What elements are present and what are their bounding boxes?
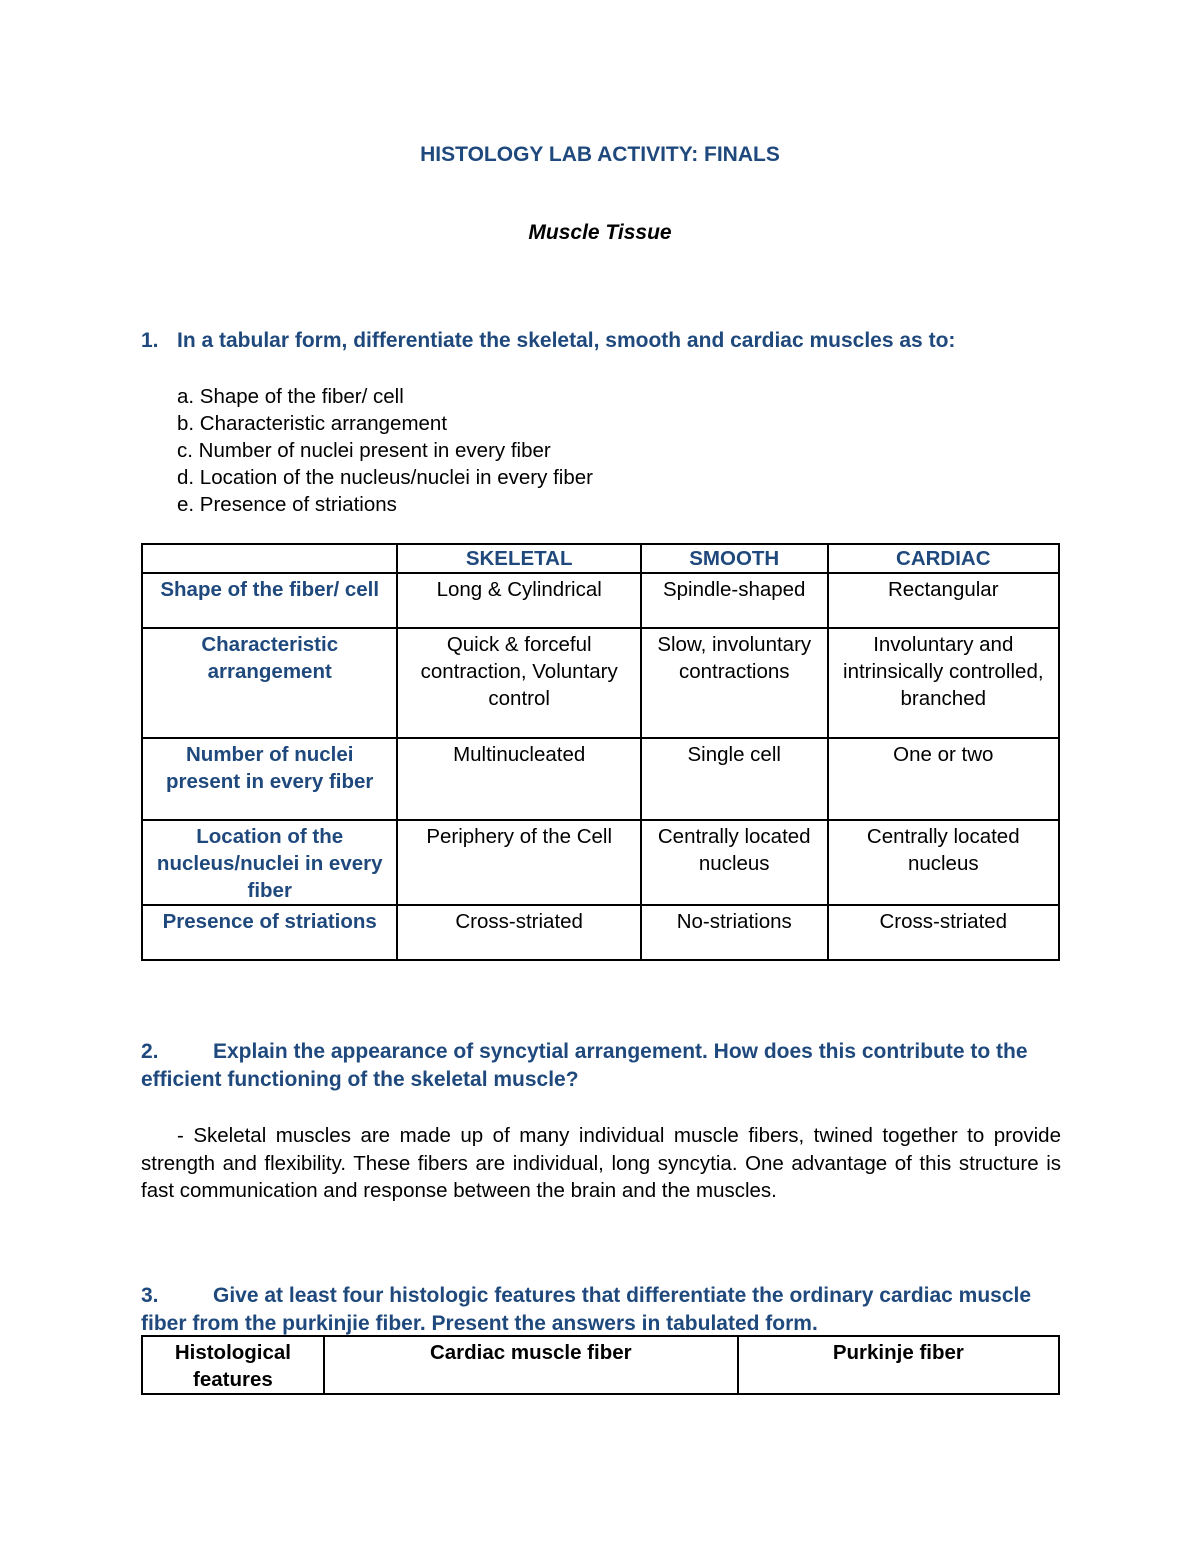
list-item: a. Shape of the fiber/ cell	[177, 385, 404, 408]
table-cell: Involuntary and intrinsically controlled, branched	[828, 628, 1059, 738]
table-cell: Rectangular	[828, 573, 1059, 628]
table-cell: Slow, involuntary contractions	[641, 628, 828, 738]
table-cell: Centrally located nucleus	[828, 820, 1059, 905]
table-cell: Cross-striated	[828, 905, 1059, 960]
question-2-text: Explain the appearance of syncytial arrangement. How does this contribute to the efficient functioning of the skeletal muscle?	[141, 1040, 1028, 1091]
table-cell: Quick & forceful contraction, Voluntary control	[397, 628, 640, 738]
list-item: c. Number of nuclei present in every fiber	[177, 439, 551, 462]
table-header-cell: Purkinje fiber	[738, 1336, 1059, 1394]
row-header-cell: Location of the nucleus/nuclei in every fiber	[142, 820, 397, 905]
table-row	[142, 905, 1059, 960]
table-cell: Multinucleated	[397, 738, 640, 820]
table-row	[142, 628, 1059, 738]
question-3-number: 3.	[141, 1284, 159, 1307]
row-header-cell: Shape of the fiber/ cell	[142, 573, 397, 628]
list-item: b. Characteristic arrangement	[177, 412, 448, 435]
muscle-comparison-table	[141, 543, 1060, 961]
row-header-cell: Number of nuclei present in every fiber	[142, 738, 397, 820]
table-header-cell: SKELETAL	[397, 544, 640, 573]
table-header-cell: SMOOTH	[641, 544, 828, 573]
table-cell: Single cell	[641, 738, 828, 820]
table-header-row	[142, 544, 1059, 573]
row-header-cell: Presence of striations	[142, 905, 397, 960]
question-1-criteria-list	[177, 383, 593, 518]
table-cell: One or two	[828, 738, 1059, 820]
question-2-answer	[141, 1122, 1061, 1205]
row-header-cell: Characteristic arrangement	[142, 628, 397, 738]
page-title: HISTOLOGY LAB ACTIVITY: FINALS	[420, 143, 780, 166]
table-cell: Periphery of the Cell	[397, 820, 640, 905]
table-row	[142, 820, 1059, 905]
purkinje-comparison-table	[141, 1335, 1060, 1395]
table-cell: Spindle-shaped	[641, 573, 828, 628]
table-header-cell: Cardiac muscle fiber	[324, 1336, 738, 1394]
answer-text: - Skeletal muscles are made up of many individual muscle fibers, twined together to provide strength and flexibility. These fibers are individual, long syncytia. One advantage of this structure is fast communication and response between the brain and the muscles.	[141, 1124, 1061, 1202]
question-1	[141, 329, 955, 353]
question-2-number: 2.	[141, 1040, 159, 1063]
table-cell: Centrally located nucleus	[641, 820, 828, 905]
table-header-cell: Histological features	[142, 1336, 324, 1394]
table-row	[142, 573, 1059, 628]
list-item: d. Location of the nucleus/nuclei in every fiber	[177, 466, 593, 489]
table-row	[142, 738, 1059, 820]
question-1-text: In a tabular form, differentiate the skeletal, smooth and cardiac muscles as to:	[177, 329, 956, 352]
list-item: e. Presence of striations	[177, 493, 397, 516]
table-header-cell	[142, 544, 397, 573]
question-1-number: 1.	[141, 329, 159, 352]
table-cell: Cross-striated	[397, 905, 640, 960]
table-header-row	[142, 1336, 1059, 1394]
table-header-cell: CARDIAC	[828, 544, 1059, 573]
question-2	[141, 1038, 1066, 1094]
table-cell: No-striations	[641, 905, 828, 960]
question-3-text: Give at least four histologic features that differentiate the ordinary cardiac muscle fiber from the purkinjie fiber. Present the answers in tabulated form.	[141, 1284, 1032, 1335]
table-cell: Long & Cylindrical	[397, 573, 640, 628]
page-subtitle: Muscle Tissue	[528, 221, 672, 244]
question-3	[141, 1282, 1066, 1338]
